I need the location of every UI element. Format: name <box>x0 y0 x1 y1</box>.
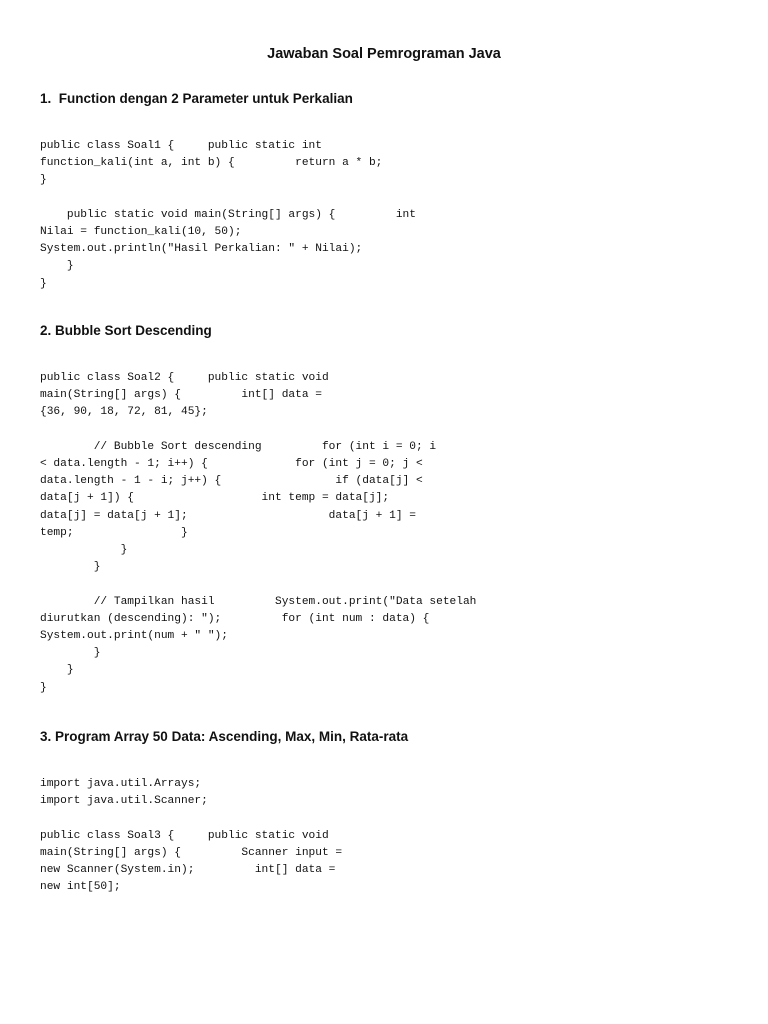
section-1-code-block: public class Soal1 { public static int function_kali(int a, int b) { return a * b; } public static void main(String[] args) { int Nilai = function_kali(10, 50); System.out.println("Hasil Perkalian: " + Nilai); } } <box>40 140 416 290</box>
document-title: Jawaban Soal Pemrograman Java <box>267 46 501 62</box>
section-3-heading: 3. Program Array 50 Data: Ascending, Max, Min, Rata-rata <box>40 729 409 744</box>
section-2-code-block: public class Soal2 { public static void main(String[] args) { int[] data = {36, 90, 18, 72, 81, 45}; // Bubble Sort descending for (int i = 0; i < data.length - 1; i++) { for (int j = 0; j < data.length - 1 - i; j++) { if (data[j] < data[j + 1]) { int temp = data[j]; data[j] = data[j + 1]; data[j + 1] = temp; } } } // Tampilkan hasil System.out.print("Data setelah diurutkan (descending): "); for (int num : data) { System.out.print(num + " "); } } } <box>40 372 477 694</box>
section-1-heading: 1. Function dengan 2 Parameter untuk Perkalian <box>40 91 353 106</box>
section-2-heading: 2. Bubble Sort Descending <box>40 323 212 338</box>
section-3-code-block: import java.util.Arrays; import java.util.Scanner; public class Soal3 { public static void main(String[] args) { Scanner input = new Scanner(System.in); int[] data = new int[50]; <box>40 778 343 894</box>
